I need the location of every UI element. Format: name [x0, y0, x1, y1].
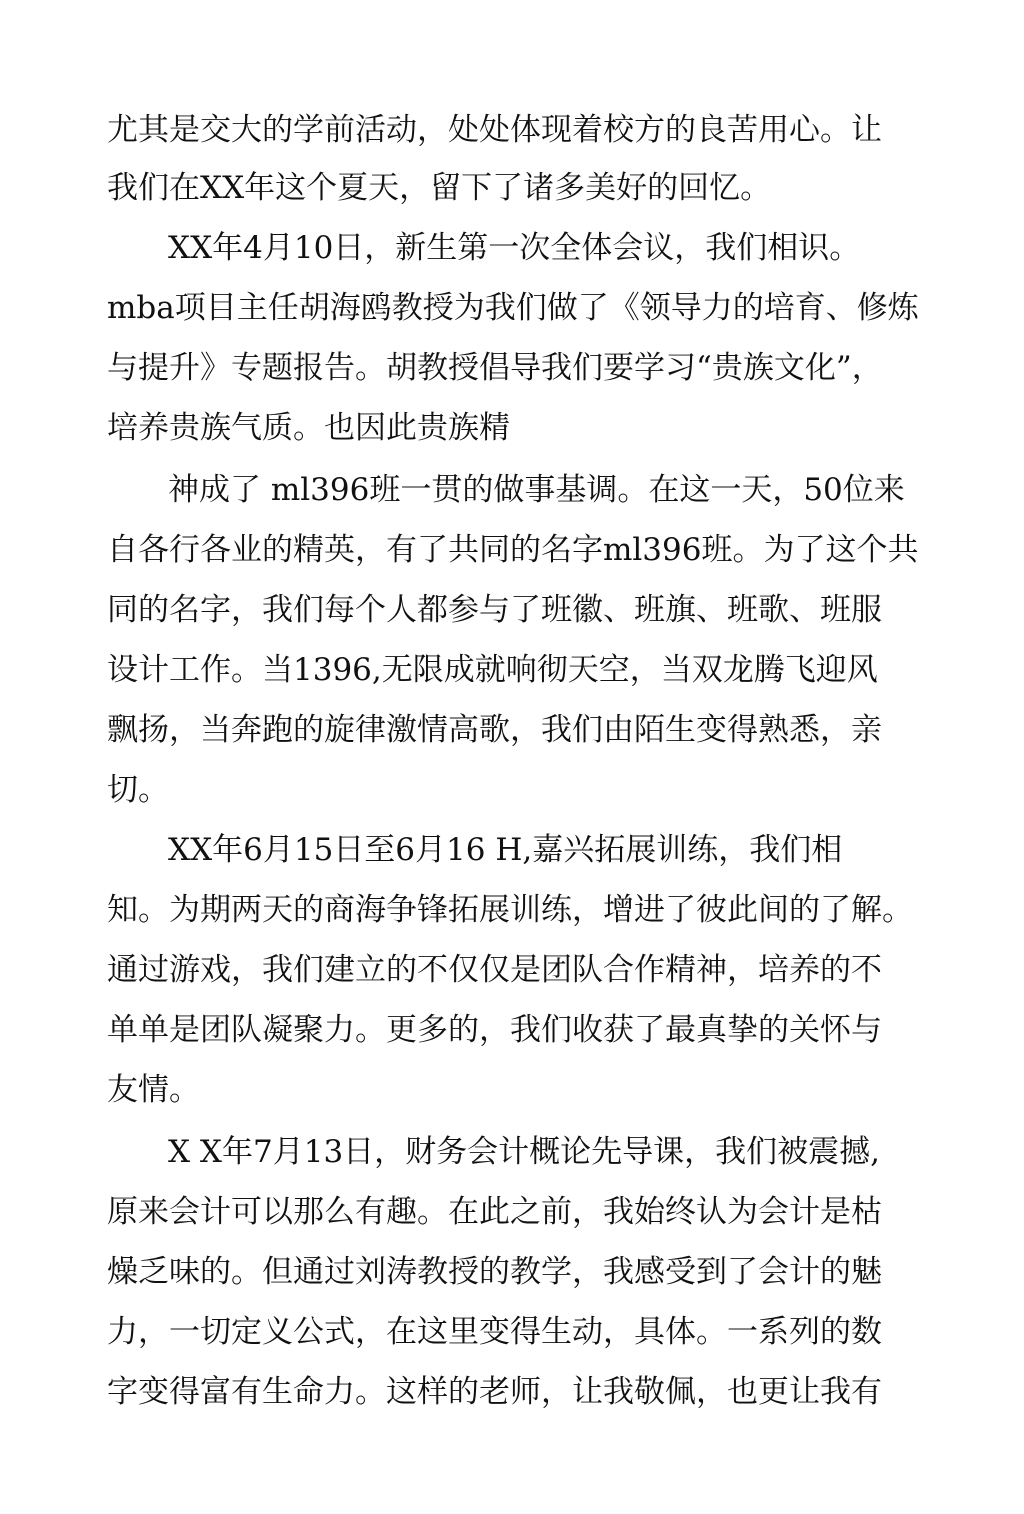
text-line: 尤其是交大的学前活动，处处体现着校方的良苦用心。让 — [107, 112, 882, 148]
text-line: 单单是团队凝聚力。更多的，我们收获了最真挚的关怀与 — [107, 1012, 882, 1048]
text-line: 力，一切定义公式，在这里变得生动，具体。一系列的数 — [107, 1314, 882, 1350]
paragraph-start-line: 神成了 ml396班一贯的做事基调。在这一天，50位来 — [168, 472, 905, 508]
text-line: 知。为期两天的商海争锋拓展训练，增进了彼此间的了解。 — [107, 892, 913, 928]
paragraph-start-line: XX年6月15日至6月16 H,嘉兴拓展训练，我们相 — [168, 832, 843, 868]
text-line: 字变得富有生命力。这样的老师，让我敬佩，也更让我有 — [107, 1374, 882, 1410]
text-line: mba项目主任胡海鸥教授为我们做了《领导力的培育、修炼 — [107, 290, 919, 326]
text-line: 切。 — [107, 772, 169, 808]
text-line: 飘扬，当奔跑的旋律激情高歌，我们由陌生变得熟悉，亲 — [107, 712, 882, 748]
text-line: 我们在XX年这个夏天，留下了诸多美好的回忆。 — [107, 170, 772, 206]
text-line: 与提升》专题报告。胡教授倡导我们要学习“贵族文化”， — [107, 350, 883, 386]
text-line: 培养贵族气质。也因此贵族精 — [107, 410, 510, 446]
text-line: 设计工作。当1396,无限成就响彻天空，当双龙腾飞迎风 — [107, 652, 878, 688]
paragraph-start-line: XX年4月10日，新生第一次全体会议，我们相识。 — [168, 230, 861, 266]
text-line: 燥乏味的。但通过刘涛教授的教学，我感受到了会计的魅 — [107, 1254, 882, 1290]
text-line: 通过游戏，我们建立的不仅仅是团队合作精神，培养的不 — [107, 952, 882, 988]
text-line: 友情。 — [107, 1072, 200, 1108]
text-line: 同的名字，我们每个人都参与了班徽、班旗、班歌、班服 — [107, 592, 882, 628]
text-line: 自各行各业的精英，有了共同的名字ml396班。为了这个共 — [107, 532, 919, 568]
text-line: 原来会计可以那么有趣。在此之前，我始终认为会计是枯 — [107, 1194, 882, 1230]
paragraph-start-line: X X年7月13日，财务会计概论先导课，我们被震撼, — [168, 1134, 881, 1170]
